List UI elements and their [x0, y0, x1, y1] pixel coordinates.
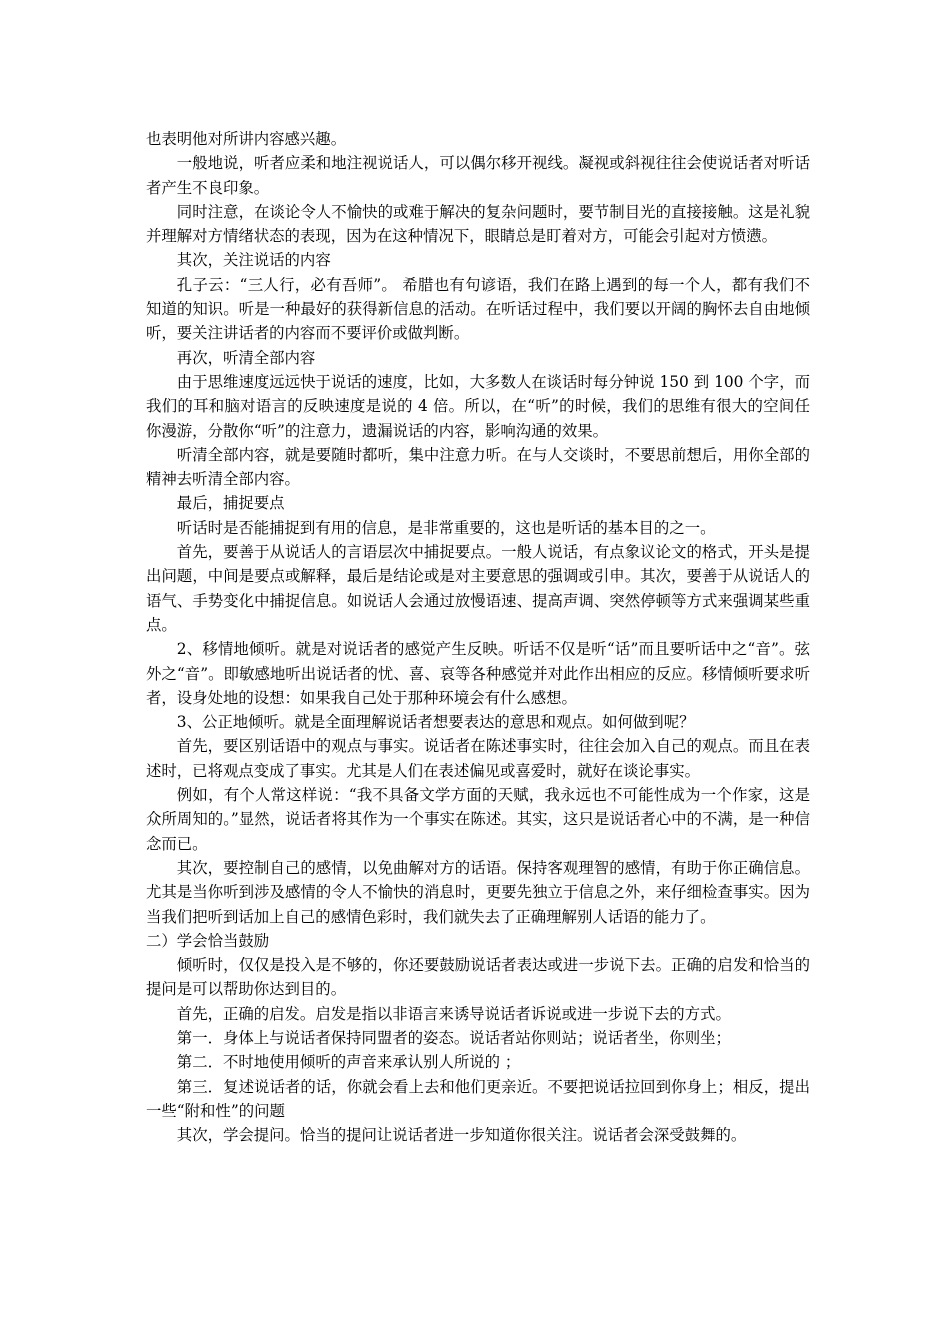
- paragraph: 其次，学会提问。恰当的提问让说话者进一步知道你很关注。说话者会深受鼓舞的。: [176, 1126, 747, 1145]
- section-heading: 再次，听清全部内容: [176, 348, 316, 367]
- section-heading: 最后，捕捉要点: [176, 494, 285, 513]
- paragraph: 其次，要控制自己的感情，以免曲解对方的话语。保持客观理智的感情，有助于你正确信息。尤其是当你听到涉及感情的令人不愉快的消息时，更要先独立于信息之外，来仔细检查事实。因为当我们把听到话加上自己的感情色彩时，我们就失去了正确理解别人话语的能力了。: [146, 858, 810, 926]
- document-page: [146, 127, 810, 1147]
- section-heading: 其次，关注说话的内容: [176, 251, 331, 270]
- paragraph: 听话时是否能捕捉到有用的信息，是非常重要的，这也是听话的基本目的之一。: [176, 518, 716, 537]
- paragraph: 例如，有个人常这样说：“我不具备文学方面的天赋，我永远也不可能性成为一个作家，这是众所周知的。”显然，说话者将其作为一个事实在陈述。其实，这只是说话者心中的不满，是一种信念而已。: [146, 786, 810, 853]
- paragraph: 听清全部内容，就是要随时都听，集中注意力听。在与人交谈时，不要思前想后，用你全部的精神去听清全部内容。: [146, 445, 810, 489]
- paragraph: 同时注意，在谈论令人不愉快的或难于解决的复杂问题时，要节制目光的直接接触。这是礼貌并理解对方情绪状态的表现，因为在这种情况下，眼睛总是盯着对方，可能会引起对方愤懑。: [146, 202, 810, 246]
- list-item: 第一．身体上与说话者保持同盟者的姿态。说话者站你则站；说话者坐，你则坐；: [176, 1028, 731, 1047]
- list-item: 第二．不时地使用倾听的声音来承认别人所说的 ；: [176, 1053, 521, 1072]
- paragraph: 首先，正确的启发。启发是指以非语言来诱导说话者诉说或进一步说下去的方式。: [176, 1004, 731, 1023]
- paragraph: 3、公正地倾听。就是全面理解说话者想要表达的意思和观点。如何做到呢？: [176, 713, 695, 732]
- list-item: 第三．复述说话者的话，你就会看上去和他们更亲近。不要把说话拉回到你身上；相反，提出一些“附和性”的问题: [146, 1077, 810, 1120]
- paragraph: 也表明他对所讲内容感兴趣。: [146, 130, 347, 148]
- paragraph: 首先，要善于从说话人的言语层次中捕捉要点。一般人说话，有点象议论文的格式，开头是提出问题，中间是要点或解释，最后是结论或是对主要意思的强调或引申。其次，要善于从说话人的语气、手势变化中捕捉信息。如说话人会通过放慢语速、提高声调、突然停顿等方式来强调某些重点。: [146, 543, 810, 634]
- paragraph: 一般地说，听者应柔和地注视说话人，可以偶尔移开视线。凝视或斜视往往会使说话者对听话者产生不良印象。: [146, 154, 810, 197]
- section-heading: 二）学会恰当鼓励: [146, 931, 270, 950]
- paragraph: 首先，要区别话语中的观点与事实。说话者在陈述事实时，往往会加入自己的观点。而且在表述时，已将观点变成了事实。尤其是人们在表述偏见或喜爱时，就好在谈论事实。: [146, 737, 810, 780]
- paragraph: 倾听时，仅仅是投入是不够的，你还要鼓励说话者表达或进一步说下去。正确的启发和恰当的提问是可以帮助你达到目的。: [146, 956, 810, 999]
- paragraph: 由于思维速度远远快于说话的速度，比如，大多数人在谈话时每分钟说 150 到 100 个字，而我们的耳和脑对语言的反映速度是说的 4 倍。所以，在“听”的时候，我们的思维有很大的空间任你漫游，分散你“听”的注意力，遗漏说话的内容，影响沟通的效果。: [146, 372, 810, 440]
- paragraph: 孔子云：“三人行，必有吾师”。 希腊也有句谚语，我们在路上遇到的每一个人，都有我们不知道的知识。听是一种最好的获得新信息的活动。在听话过程中，我们要以开阔的胸怀去自由地倾听，要关注讲话者的内容而不要评价或做判断。: [146, 275, 810, 343]
- paragraph: 2、移情地倾听。就是对说话者的感觉产生反映。听话不仅是听“话”而且要听话中之“音”。弦外之“音”。即敏感地听出说话者的忧、喜、哀等各种感觉并对此作出相应的反应。移情倾听要求听者，设身处地的设想：如果我自己处于那种环境会有什么感想。: [146, 640, 810, 707]
